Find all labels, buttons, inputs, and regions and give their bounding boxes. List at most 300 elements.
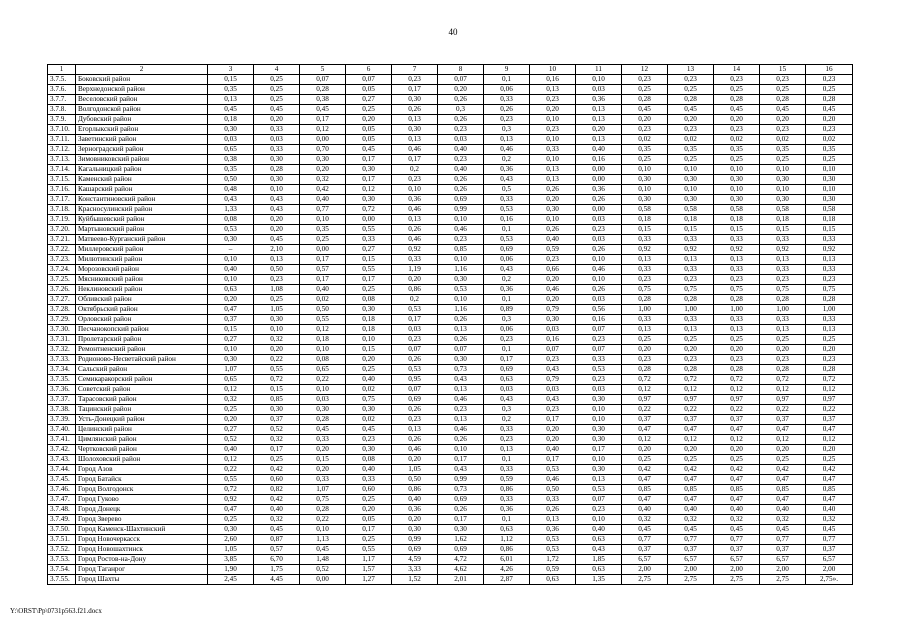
value-cell: 0,03 xyxy=(530,385,576,395)
value-cell: 0,28 xyxy=(806,295,853,305)
value-cell: 0,2 xyxy=(484,155,530,165)
value-cell: 0,10 xyxy=(530,215,576,225)
value-cell: 0,15 xyxy=(208,75,254,85)
value-cell: 0,13 xyxy=(438,385,484,395)
value-cell: 0,3 xyxy=(438,105,484,115)
value-cell: 0,20 xyxy=(806,445,853,455)
district-name: Константиновский район xyxy=(76,195,208,205)
value-cell: 0,33 xyxy=(760,265,806,275)
value-cell: 0,82 xyxy=(254,485,300,495)
row-code: 3.7.42. xyxy=(48,445,76,455)
value-cell: 1,16 xyxy=(438,305,484,315)
value-cell: 0,17 xyxy=(392,155,438,165)
table-row xyxy=(48,245,853,255)
district-name: Веселовский район xyxy=(76,95,208,105)
value-cell: 0,25 xyxy=(714,155,760,165)
value-cell: 2,75 xyxy=(622,575,668,585)
value-cell: 0,10 xyxy=(576,415,622,425)
value-cell: 1,00 xyxy=(714,305,760,315)
value-cell: 0,23 xyxy=(438,125,484,135)
value-cell: 0,23 xyxy=(438,235,484,245)
value-cell: 0,89 xyxy=(484,305,530,315)
value-cell: 0,46 xyxy=(392,145,438,155)
table-row xyxy=(48,95,853,105)
value-cell: 0,97 xyxy=(806,395,853,405)
table-row xyxy=(48,75,853,85)
value-cell: 0,3 xyxy=(484,405,530,415)
value-cell: 0,99 xyxy=(438,205,484,215)
value-cell: 0,40 xyxy=(622,505,668,515)
value-cell: 0,69 xyxy=(438,495,484,505)
value-cell: 0,07 xyxy=(438,345,484,355)
district-name: Город Зверево xyxy=(76,515,208,525)
value-cell: 0,23 xyxy=(760,275,806,285)
value-cell: 0,20 xyxy=(530,295,576,305)
value-cell: 0,47 xyxy=(668,425,714,435)
value-cell: 0,13 xyxy=(622,325,668,335)
value-cell: 0,36 xyxy=(484,505,530,515)
value-cell: 0,53 xyxy=(392,365,438,375)
row-code: 3.7.52. xyxy=(48,545,76,555)
value-cell: 0,12 xyxy=(760,435,806,445)
value-cell: 0,57 xyxy=(254,545,300,555)
value-cell: 0,30 xyxy=(346,405,392,415)
table-row xyxy=(48,535,853,545)
table-row xyxy=(48,395,853,405)
value-cell: 0,20 xyxy=(300,445,346,455)
value-cell: 0,48 xyxy=(208,185,254,195)
value-cell: 0,07 xyxy=(576,325,622,335)
value-cell: 0,42 xyxy=(622,465,668,475)
value-cell: 0,33 xyxy=(346,235,392,245)
value-cell: 0,20 xyxy=(254,215,300,225)
value-cell: 0,33 xyxy=(484,495,530,505)
value-cell: 0,15 xyxy=(668,225,714,235)
value-cell: 0,23 xyxy=(622,355,668,365)
value-cell: 0,13 xyxy=(530,175,576,185)
value-cell: 0,23 xyxy=(714,75,760,85)
row-code: 3.7.48. xyxy=(48,505,76,515)
value-cell: 0,37 xyxy=(714,415,760,425)
value-cell: 0,23 xyxy=(668,275,714,285)
value-cell: 0,45 xyxy=(760,525,806,535)
district-name: Тарасовский район xyxy=(76,395,208,405)
column-number: 14 xyxy=(714,65,760,75)
district-name: Город Таганрог xyxy=(76,565,208,575)
value-cell: 0,40 xyxy=(208,265,254,275)
value-cell: 0,20 xyxy=(760,445,806,455)
value-cell: 0,33 xyxy=(622,315,668,325)
value-cell: 0,15 xyxy=(208,325,254,335)
table-row xyxy=(48,375,853,385)
value-cell: 0,77 xyxy=(622,535,668,545)
table-row xyxy=(48,455,853,465)
value-cell: 0,33 xyxy=(484,195,530,205)
value-cell: 0,33 xyxy=(576,355,622,365)
value-cell: 0,33 xyxy=(714,315,760,325)
value-cell: 6,01 xyxy=(484,555,530,565)
value-cell: 0,23 xyxy=(622,275,668,285)
value-cell: 0,32 xyxy=(254,515,300,525)
value-cell: 0,30 xyxy=(438,355,484,365)
row-code: 3.7.16. xyxy=(48,185,76,195)
value-cell: 0,75 xyxy=(760,285,806,295)
value-cell: 0,25 xyxy=(714,455,760,465)
value-cell: 0,25 xyxy=(254,95,300,105)
value-cell: 0,20 xyxy=(438,85,484,95)
column-number: 1 xyxy=(48,65,76,75)
value-cell: 0,23 xyxy=(530,255,576,265)
value-cell: 0,20 xyxy=(714,115,760,125)
value-cell: 0,03 xyxy=(576,295,622,305)
value-cell: 0,30 xyxy=(530,315,576,325)
row-code: 3.7.40. xyxy=(48,425,76,435)
value-cell: 0,72 xyxy=(806,375,853,385)
value-cell: 0,92 xyxy=(760,245,806,255)
value-cell: 0,43 xyxy=(530,395,576,405)
value-cell: 0,20 xyxy=(760,345,806,355)
value-cell: 0,46 xyxy=(438,395,484,405)
value-cell: 0,47 xyxy=(806,475,853,485)
value-cell: 0,69 xyxy=(438,545,484,555)
value-cell: 0,40 xyxy=(208,445,254,455)
value-cell: 0,17 xyxy=(300,255,346,265)
value-cell: 0,97 xyxy=(714,395,760,405)
value-cell: 0,32 xyxy=(208,395,254,405)
value-cell: 1,62 xyxy=(438,535,484,545)
value-cell: 0,17 xyxy=(438,515,484,525)
value-cell: 0,26 xyxy=(438,505,484,515)
value-cell: 0,33 xyxy=(346,475,392,485)
value-cell: 0,55 xyxy=(346,265,392,275)
district-name: Советский район xyxy=(76,385,208,395)
row-code: 3.7.11. xyxy=(48,135,76,145)
value-cell: 1,08 xyxy=(254,285,300,295)
value-cell: 0,1 xyxy=(484,75,530,85)
table-row xyxy=(48,215,853,225)
value-cell: 0,13 xyxy=(392,215,438,225)
value-cell: 0,33 xyxy=(668,315,714,325)
value-cell: 0,32 xyxy=(254,335,300,345)
value-cell: 0,20 xyxy=(208,295,254,305)
district-name: Город Донецк xyxy=(76,505,208,515)
value-cell: 0,12 xyxy=(806,385,853,395)
district-name: Верхнедонской район xyxy=(76,85,208,95)
value-cell: 0,23 xyxy=(714,355,760,365)
value-cell: 0,10 xyxy=(392,185,438,195)
table-row xyxy=(48,155,853,165)
district-name: Чертковский район xyxy=(76,445,208,455)
table-row xyxy=(48,475,853,485)
value-cell: 0,10 xyxy=(530,155,576,165)
value-cell: 0,40 xyxy=(392,495,438,505)
value-cell: 0,10 xyxy=(208,255,254,265)
column-number: 6 xyxy=(346,65,392,75)
value-cell: 0,23 xyxy=(484,335,530,345)
value-cell: 0,13 xyxy=(806,255,853,265)
value-cell: 0,20 xyxy=(392,275,438,285)
value-cell: 0,50 xyxy=(530,485,576,495)
table-row xyxy=(48,365,853,375)
value-cell: 0,86 xyxy=(392,485,438,495)
value-cell: 0,47 xyxy=(760,475,806,485)
table-row xyxy=(48,405,853,415)
value-cell: 0,36 xyxy=(576,95,622,105)
value-cell: 0,33 xyxy=(300,435,346,445)
value-cell: 0,87 xyxy=(254,535,300,545)
value-cell: 0,23 xyxy=(760,355,806,365)
value-cell: 0,30 xyxy=(208,525,254,535)
row-code: 3.7.10. xyxy=(48,125,76,135)
value-cell: 0,40 xyxy=(760,505,806,515)
district-name: Кашарский район xyxy=(76,185,208,195)
value-cell: 0,92 xyxy=(668,245,714,255)
value-cell: 0,02 xyxy=(300,295,346,305)
value-cell: 0,63 xyxy=(484,375,530,385)
value-cell: 0,30 xyxy=(806,195,853,205)
value-cell: 0,50 xyxy=(254,265,300,275)
table-row xyxy=(48,295,853,305)
value-cell: 2,10 xyxy=(254,245,300,255)
value-cell: 0,37 xyxy=(668,415,714,425)
value-cell: 0,30 xyxy=(254,175,300,185)
row-code: 3.7.45. xyxy=(48,475,76,485)
value-cell: 2,75 xyxy=(760,575,806,585)
row-code: 3.7.8. xyxy=(48,105,76,115)
value-cell: 0,12 xyxy=(760,385,806,395)
value-cell: 0,53 xyxy=(530,465,576,475)
table-row xyxy=(48,85,853,95)
value-cell: 0,28 xyxy=(622,365,668,375)
value-cell: 0,20 xyxy=(714,345,760,355)
value-cell: 0,45 xyxy=(208,105,254,115)
value-cell: 0,28 xyxy=(760,95,806,105)
table-row xyxy=(48,185,853,195)
district-name: Город Батайск xyxy=(76,475,208,485)
data-table xyxy=(47,64,853,585)
value-cell: 1,13 xyxy=(300,535,346,545)
value-cell: 0,33 xyxy=(622,235,668,245)
value-cell: 0,25 xyxy=(208,405,254,415)
value-cell: 1,33 xyxy=(208,205,254,215)
value-cell: 0,47 xyxy=(714,475,760,485)
table-row xyxy=(48,275,853,285)
value-cell: 6,57 xyxy=(760,555,806,565)
table-row xyxy=(48,115,853,125)
value-cell: 0,26 xyxy=(530,505,576,515)
district-name: Мясниковский район xyxy=(76,275,208,285)
value-cell: 0,69 xyxy=(392,395,438,405)
value-cell: 0,18 xyxy=(622,215,668,225)
district-name: Зимовниковский район xyxy=(76,155,208,165)
value-cell: 0,02 xyxy=(346,385,392,395)
value-cell: 0,10 xyxy=(300,385,346,395)
table-row xyxy=(48,125,853,135)
value-cell: 0,70 xyxy=(300,145,346,155)
district-name: Кагальницкий район xyxy=(76,165,208,175)
value-cell: 0,79 xyxy=(530,305,576,315)
value-cell: 0,47 xyxy=(668,495,714,505)
value-cell: 0,17 xyxy=(300,275,346,285)
value-cell: 0,36 xyxy=(484,285,530,295)
value-cell: 0,33 xyxy=(530,495,576,505)
value-cell: 1,07 xyxy=(208,365,254,375)
value-cell: 0,25 xyxy=(714,335,760,345)
value-cell: 0,28 xyxy=(254,165,300,175)
table-row xyxy=(48,165,853,175)
value-cell: 0,59 xyxy=(530,245,576,255)
value-cell: 0,25 xyxy=(668,155,714,165)
column-number: 3 xyxy=(208,65,254,75)
row-code: 3.7.5. xyxy=(48,75,76,85)
value-cell: 0,30 xyxy=(254,405,300,415)
value-cell: 0,35 xyxy=(806,145,853,155)
value-cell: 0,23 xyxy=(530,405,576,415)
column-number: 5 xyxy=(300,65,346,75)
value-cell: 0,43 xyxy=(438,465,484,475)
value-cell: 0,63 xyxy=(576,565,622,575)
value-cell: 0,10 xyxy=(208,345,254,355)
value-cell: 0,42 xyxy=(714,465,760,475)
value-cell: 0,45 xyxy=(254,105,300,115)
table-row xyxy=(48,305,853,315)
value-cell: 0,07 xyxy=(576,345,622,355)
row-code: 3.7.47. xyxy=(48,495,76,505)
value-cell: 0,03 xyxy=(576,235,622,245)
table-row xyxy=(48,425,853,435)
table-row xyxy=(48,135,853,145)
value-cell: 0,85 xyxy=(622,485,668,495)
value-cell: 0,07 xyxy=(530,345,576,355)
value-cell: 0,92 xyxy=(714,245,760,255)
value-cell: 0,30 xyxy=(346,165,392,175)
value-cell: 0,12 xyxy=(668,435,714,445)
value-cell: 0,13 xyxy=(622,255,668,265)
value-cell: 1,48 xyxy=(300,555,346,565)
value-cell: 0,40 xyxy=(438,165,484,175)
value-cell: 0,13 xyxy=(392,135,438,145)
value-cell: 0,32 xyxy=(760,515,806,525)
value-cell: 2,00 xyxy=(714,565,760,575)
value-cell: 0,00 xyxy=(300,245,346,255)
value-cell: 0,47 xyxy=(622,425,668,435)
value-cell: 0,13 xyxy=(668,325,714,335)
district-name: Егорлыкский район xyxy=(76,125,208,135)
value-cell: 0,23 xyxy=(484,435,530,445)
value-cell: 0,72 xyxy=(208,485,254,495)
table-row xyxy=(48,515,853,525)
value-cell: 0,32 xyxy=(806,515,853,525)
value-cell: 0,13 xyxy=(208,95,254,105)
district-name: Ремонтненский район xyxy=(76,345,208,355)
row-code: 3.7.12. xyxy=(48,145,76,155)
table-row xyxy=(48,525,853,535)
value-cell: 0,92 xyxy=(622,245,668,255)
value-cell: 0,00 xyxy=(576,165,622,175)
value-cell: 0,23 xyxy=(346,435,392,445)
table-row xyxy=(48,555,853,565)
value-cell: 0,20 xyxy=(254,115,300,125)
value-cell: 2,87 xyxy=(484,575,530,585)
district-name: Зерноградский район xyxy=(76,145,208,155)
value-cell: 0,08 xyxy=(208,215,254,225)
value-cell: 6,70 xyxy=(254,555,300,565)
value-cell: 0,15 xyxy=(300,455,346,465)
table-row xyxy=(48,265,853,275)
value-cell: 0,10 xyxy=(300,345,346,355)
district-name: Миллеровский район xyxy=(76,245,208,255)
value-cell: 0,20 xyxy=(346,355,392,365)
value-cell: 0,37 xyxy=(668,545,714,555)
value-cell: 0,23 xyxy=(576,505,622,515)
row-code: 3.7.44. xyxy=(48,465,76,475)
value-cell: 0,47 xyxy=(760,425,806,435)
value-cell: 1,16 xyxy=(438,265,484,275)
value-cell: 0,26 xyxy=(438,315,484,325)
row-code: 3.7.26. xyxy=(48,285,76,295)
value-cell: 3,33 xyxy=(392,565,438,575)
value-cell: 0,12 xyxy=(668,385,714,395)
value-cell: 0,10 xyxy=(576,75,622,85)
value-cell: 0,23 xyxy=(392,335,438,345)
value-cell: 0,03 xyxy=(300,395,346,405)
row-code: 3.7.50. xyxy=(48,525,76,535)
value-cell: 0,92 xyxy=(208,495,254,505)
value-cell: 0,25 xyxy=(622,85,668,95)
value-cell: 0,20 xyxy=(622,345,668,355)
district-name: Песчанокопский район xyxy=(76,325,208,335)
value-cell: 0,33 xyxy=(622,265,668,275)
value-cell: 0,65 xyxy=(208,375,254,385)
value-cell: 0,45 xyxy=(254,525,300,535)
value-cell: 0,45 xyxy=(254,235,300,245)
value-cell: 0,13 xyxy=(438,415,484,425)
value-cell: 0,75 xyxy=(300,495,346,505)
value-cell: 1,85 xyxy=(576,555,622,565)
value-cell: 0,33 xyxy=(806,265,853,275)
value-cell: 0,18 xyxy=(208,115,254,125)
value-cell: 0,20 xyxy=(668,345,714,355)
table-row xyxy=(48,355,853,365)
district-name: Город Волгодонск xyxy=(76,485,208,495)
value-cell: 0,40 xyxy=(346,465,392,475)
value-cell: 0,30 xyxy=(576,465,622,475)
value-cell: 0,40 xyxy=(668,505,714,515)
value-cell: 0,45 xyxy=(300,425,346,435)
value-cell: 0,28 xyxy=(668,295,714,305)
value-cell: 0,25 xyxy=(760,85,806,95)
value-cell: 0,33 xyxy=(300,475,346,485)
value-cell: 0,37 xyxy=(622,415,668,425)
value-cell: 0,02 xyxy=(622,135,668,145)
row-code: 3.7.27. xyxy=(48,295,76,305)
value-cell: 1,17 xyxy=(346,555,392,565)
value-cell: 0,69 xyxy=(484,245,530,255)
value-cell: 0,23 xyxy=(806,125,853,135)
value-cell: 0,23 xyxy=(760,125,806,135)
value-cell: 0,30 xyxy=(208,235,254,245)
value-cell: 0,37 xyxy=(760,415,806,425)
value-cell: 0,45 xyxy=(346,425,392,435)
value-cell: 0,03 xyxy=(530,325,576,335)
row-code: 3.7.29. xyxy=(48,315,76,325)
value-cell: 0,28 xyxy=(668,95,714,105)
value-cell: 0,45 xyxy=(714,105,760,115)
value-cell: 0,10 xyxy=(254,185,300,195)
value-cell: 0,77 xyxy=(300,205,346,215)
value-cell: 0,85 xyxy=(806,485,853,495)
value-cell: 0,1 xyxy=(484,345,530,355)
